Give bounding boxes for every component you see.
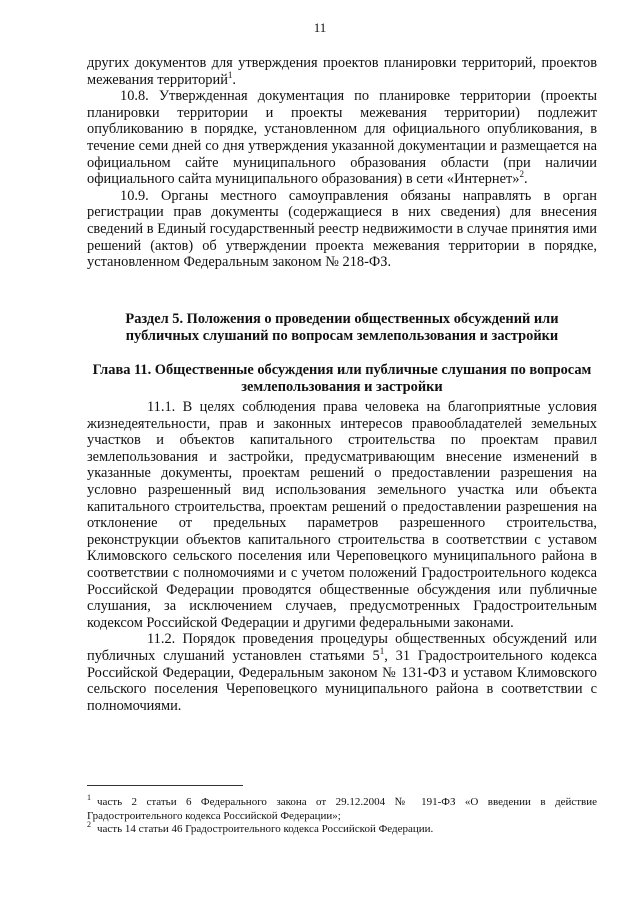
continuation-text: других документов для утверждения проектов планировки территорий, проектов межевания территорий bbox=[87, 55, 597, 88]
section-heading bbox=[87, 311, 597, 344]
footnote-ref-1: 1 bbox=[227, 69, 233, 80]
paragraph-11-1: 11.1. В целях соблюдения права человека на благоприятные условия жизнедеятельности, прав и законных интересов правообладателей земельных участков и объектов капитального строительства по проектам правил землепользования и застройки, предусматривающим внесение изменений в указанные документы, проектам решений о предоставлении разрешения на условно разрешенный вид использования земельного участка или объекта капитального строительства, проектам решений о предоставлении разрешения на отклонение от предельных параметров разрешенного строительства, реконструкции объектов капитального строительства в соответствии с уставом Климовского сельского поселения или Череповецкого муниципального района в соответствии с полномочиями и с учетом положений Градостроительного кодекса Российской Федерации проводятся общественные обсуждения или публичные слушания, за исключением случаев, предусмотренных Градостроительным кодексом Российской Федерации и другими федеральными законами. bbox=[87, 399, 597, 631]
page-number: 11 bbox=[313, 20, 327, 35]
footnote-ref-2: 2 bbox=[519, 169, 524, 180]
paragraph-10-8-text: 10.8. Утвержденная документация по планировке территории (проекты планировки территории и проекты межевания территории) подлежит опубликованию в порядке, установленном для официального опубликования, в течение семи дней со дня утверждения указанной документации и размещается на официальном сайте муниципального образования области (при наличии официального сайта муниципального образования) в сети «Интернет» bbox=[87, 88, 597, 188]
intro-block bbox=[87, 55, 597, 271]
continuation-end: . bbox=[232, 71, 237, 88]
footnote-1-mark: 1 bbox=[87, 793, 91, 803]
footnote-2 bbox=[87, 820, 597, 837]
footnote-1 bbox=[87, 793, 597, 823]
chapter-heading bbox=[87, 362, 597, 395]
footnote-2-mark: 2 bbox=[87, 820, 91, 830]
footnote-1-text: часть 2 статьи 6 Федерального закона от 29.12.2004 № 191-ФЗ «О введении в действие Градостроительного кодекса Российской Федерации»; bbox=[87, 796, 597, 822]
footnote-ref-1: 1 bbox=[379, 646, 385, 657]
paragraph-10-8 bbox=[87, 88, 597, 188]
paragraph-11-2 bbox=[87, 631, 597, 714]
chapter-title: Глава 11. Общественные обсуждения или публичные слушания по вопросам землепользования и застройки bbox=[92, 362, 592, 395]
continuation-paragraph bbox=[87, 55, 597, 88]
section-title: Раздел 5. Положения о проведении общественных обсуждений или публичных слушаний по вопросам землепользования и застройки bbox=[125, 311, 559, 344]
chapter-body bbox=[87, 399, 597, 714]
footnotes bbox=[87, 793, 597, 837]
paragraph-10-8-end: . bbox=[523, 171, 528, 188]
paragraph-11-2-start: 11.2. Порядок проведения процедуры общественных обсуждений или публичных слушаний установлен статьями 5 bbox=[87, 631, 597, 664]
footnote-divider bbox=[87, 785, 243, 786]
paragraph-10-9: 10.9. Органы местного самоуправления обязаны направлять в орган регистрации прав документы (содержащиеся в них сведения) для внесения сведений в Единый государственный реестр недвижимости в случае принятия ими решений (актов) об утверждении проекта межевания территории в порядке, установленном Федеральным законом № 218-ФЗ. bbox=[87, 187, 597, 271]
footnote-2-text: часть 14 статьи 46 Градостроительного кодекса Российской Федерации. bbox=[97, 823, 434, 835]
paragraph-11-2-rest: , 31 Градостроительного кодекса Российской Федерации, Федеральным законом № 131-ФЗ и уставом Климовского сельского поселения Череповецкого муниципального района в соответствии с полномочиями. bbox=[87, 647, 597, 714]
